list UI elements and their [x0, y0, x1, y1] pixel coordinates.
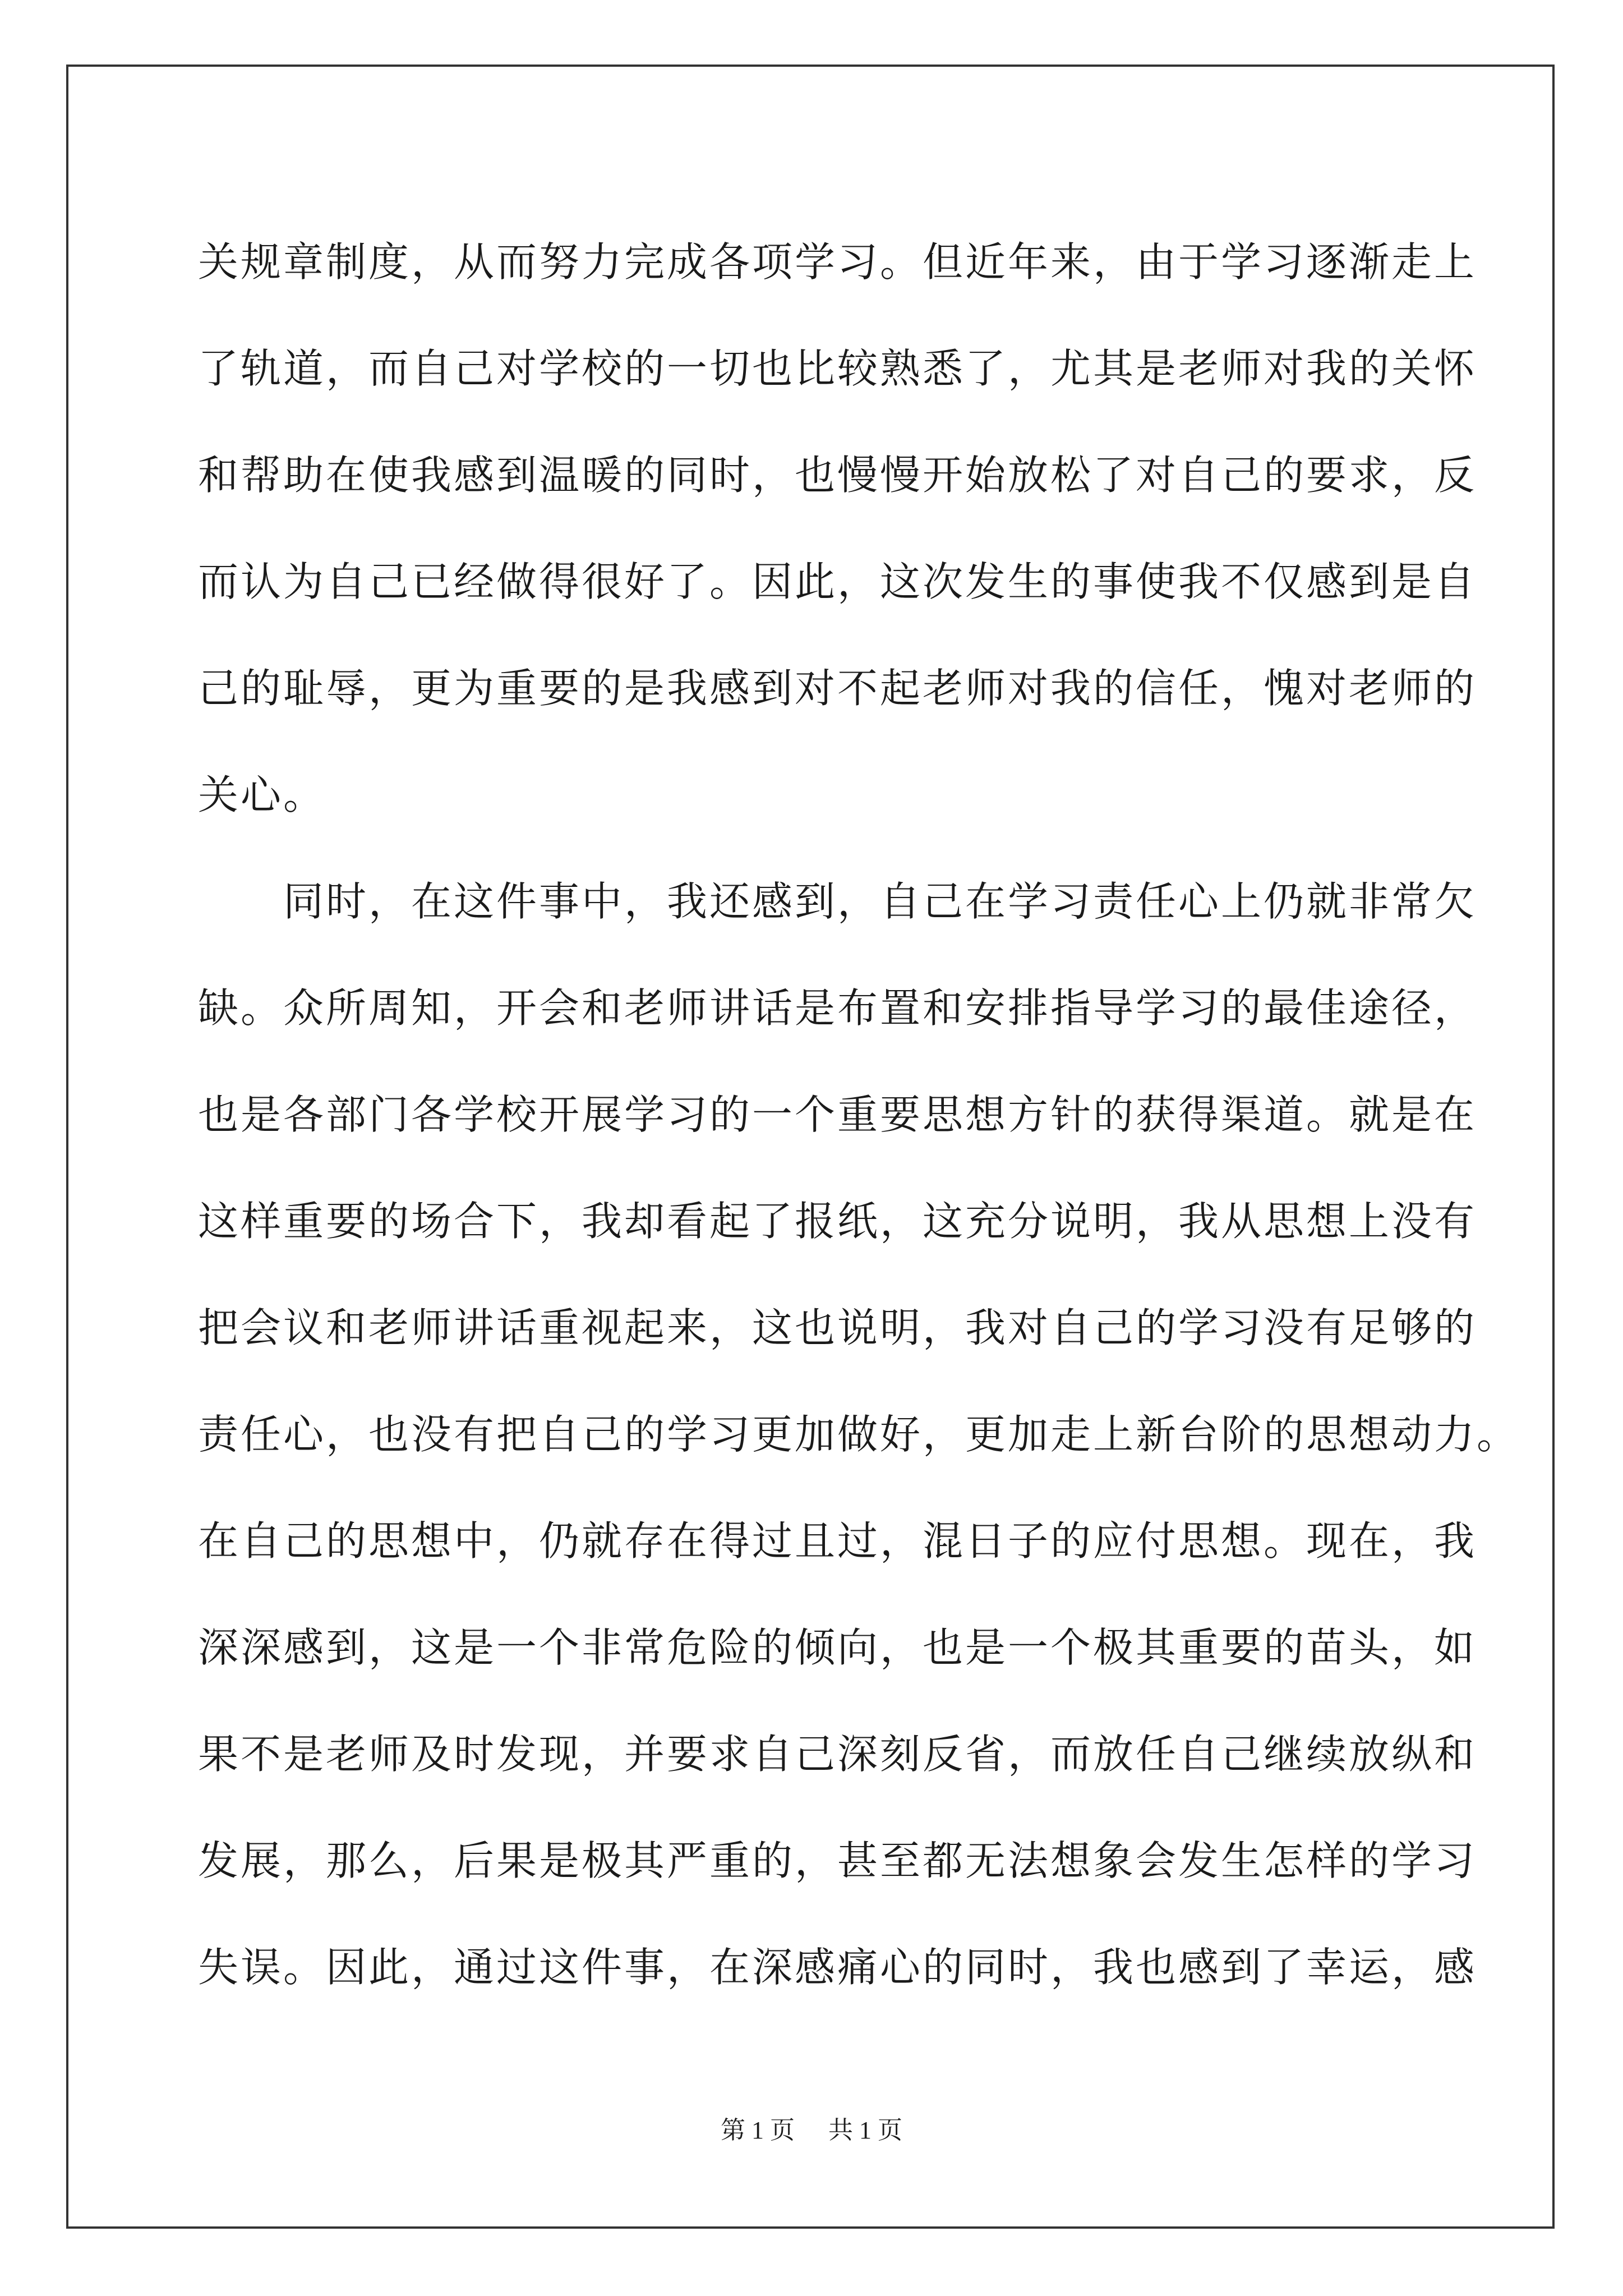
text-line: 责任心，也没有把自己的学习更加做好，更加走上新台阶的思想动力。: [198, 1411, 1520, 1458]
page-total: 共 1 页: [828, 2116, 902, 2144]
page-footer: [0, 2114, 1623, 2147]
document-body: [198, 209, 1520, 2021]
text-line: 失误。因此，通过这件事，在深感痛心的同时，我也感到了幸运，感: [198, 1944, 1477, 1991]
text-line: 深深感到，这是一个非常危险的倾向，也是一个极其重要的苗头，如: [198, 1624, 1477, 1671]
text-line: 而认为自己已经做得很好了。因此，这次发生的事使我不仅感到是自: [198, 558, 1477, 605]
text-line: 关心。: [198, 771, 326, 818]
text-line: 这样重要的场合下，我却看起了报纸，这充分说明，我从思想上没有: [198, 1198, 1477, 1245]
text-line: 己的耻辱，更为重要的是我感到对不起老师对我的信任，愧对老师的: [198, 665, 1477, 712]
text-line: 关规章制度，从而努力完成各项学习。但近年来，由于学习逐渐走上: [198, 238, 1477, 286]
text-line: 发展，那么，后果是极其严重的，甚至都无法想象会发生怎样的学习: [198, 1837, 1477, 1884]
text-line: 也是各部门各学校开展学习的一个重要思想方针的获得渠道。就是在: [198, 1091, 1477, 1138]
page-number: 第 1 页: [721, 2116, 795, 2144]
text-line: 和帮助在使我感到温暖的同时，也慢慢开始放松了对自己的要求，反: [198, 452, 1477, 499]
text-line: 缺。众所周知，开会和老师讲话是布置和安排指导学习的最佳途径，: [198, 984, 1477, 1032]
text-line: 果不是老师及时发现，并要求自己深刻反省，而放任自己继续放纵和: [198, 1731, 1477, 1778]
text-line: 同时，在这件事中，我还感到，自己在学习责任心上仍就非常欠: [283, 878, 1477, 925]
text-line: 把会议和老师讲话重视起来，这也说明，我对自己的学习没有足够的: [198, 1304, 1477, 1351]
text-line: 在自己的思想中，仍就存在得过且过，混日子的应付思想。现在，我: [198, 1517, 1477, 1565]
text-line: 了轨道，而自己对学校的一切也比较熟悉了，尤其是老师对我的关怀: [198, 345, 1477, 392]
